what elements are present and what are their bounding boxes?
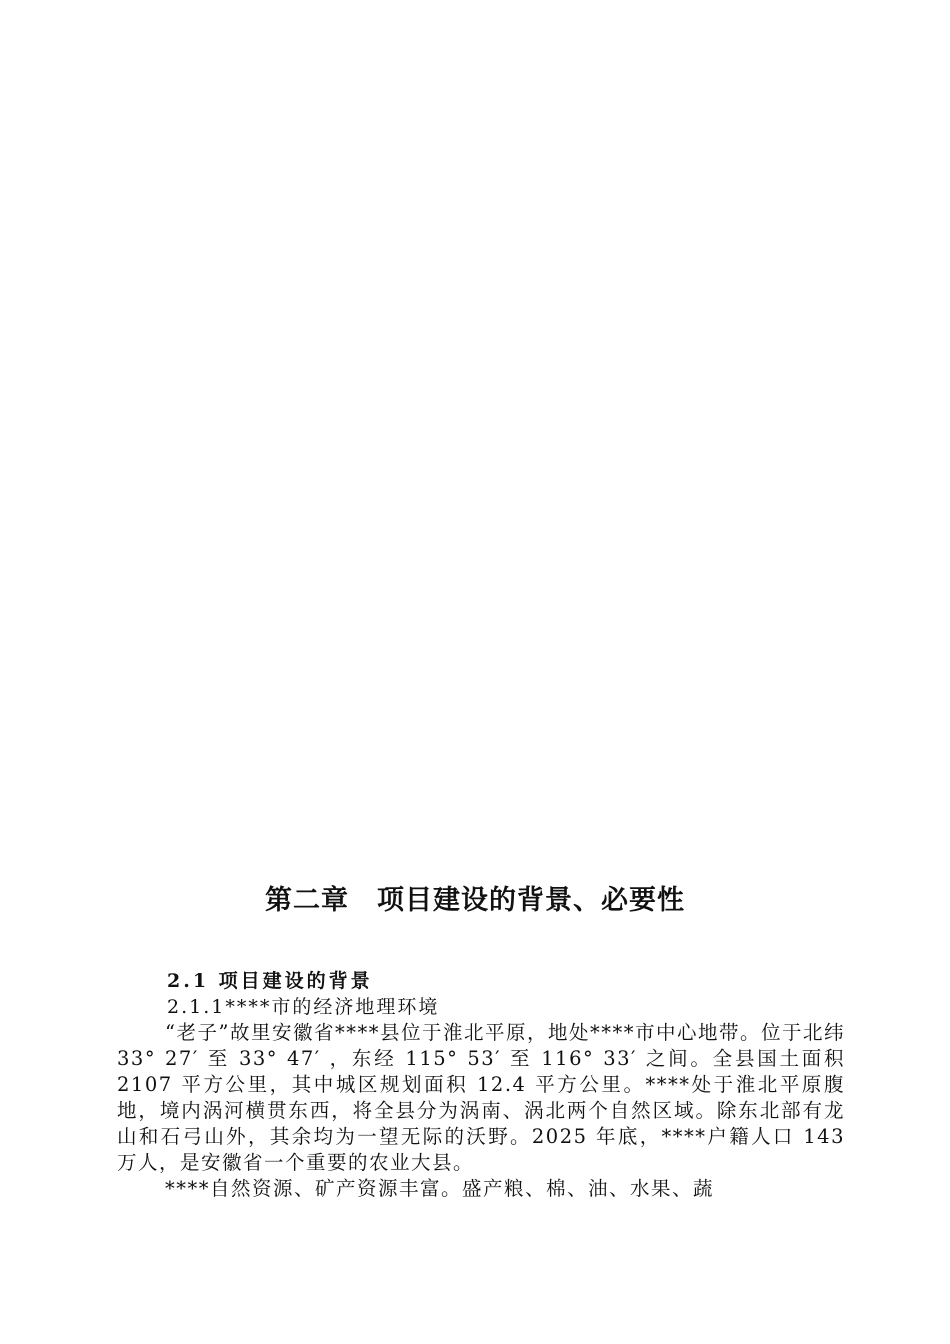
body-paragraph-2-text: ****自然资源、矿产资源丰富。盛产粮、棉、油、水果、蔬 (165, 1177, 715, 1200)
body-paragraph-1-text: “老子”故里安徽省****县位于淮北平原，地处****市中心地带。位于北纬 33° 27′ 至 33° 47′ ，东经 115° 53′ 至 116° 33′ 之间。全县国土面积 2107 平方公里，其中城区规划面积 12.4 平方公里。****处于淮北平原腹地，境内涡河横贯东西，将全县分为涡南、涡北两个自然区域。除东北部有龙山和石弓山外，其余均为一望无际的沃野。2025 年底，****户籍人口 143 万人，是安徽省一个重要的农业大县。 (117, 1021, 845, 1174)
section-heading: 2.1 项目建设的背景 (167, 970, 373, 992)
subsection-heading: 2.1.1****市的经济地理环境 (167, 996, 440, 1018)
section-content (117, 968, 845, 1202)
body-paragraph-1 (117, 1020, 845, 1176)
body-paragraph-2 (117, 1176, 845, 1202)
chapter-title: 第二章 项目建设的背景、必要性 (265, 885, 685, 916)
